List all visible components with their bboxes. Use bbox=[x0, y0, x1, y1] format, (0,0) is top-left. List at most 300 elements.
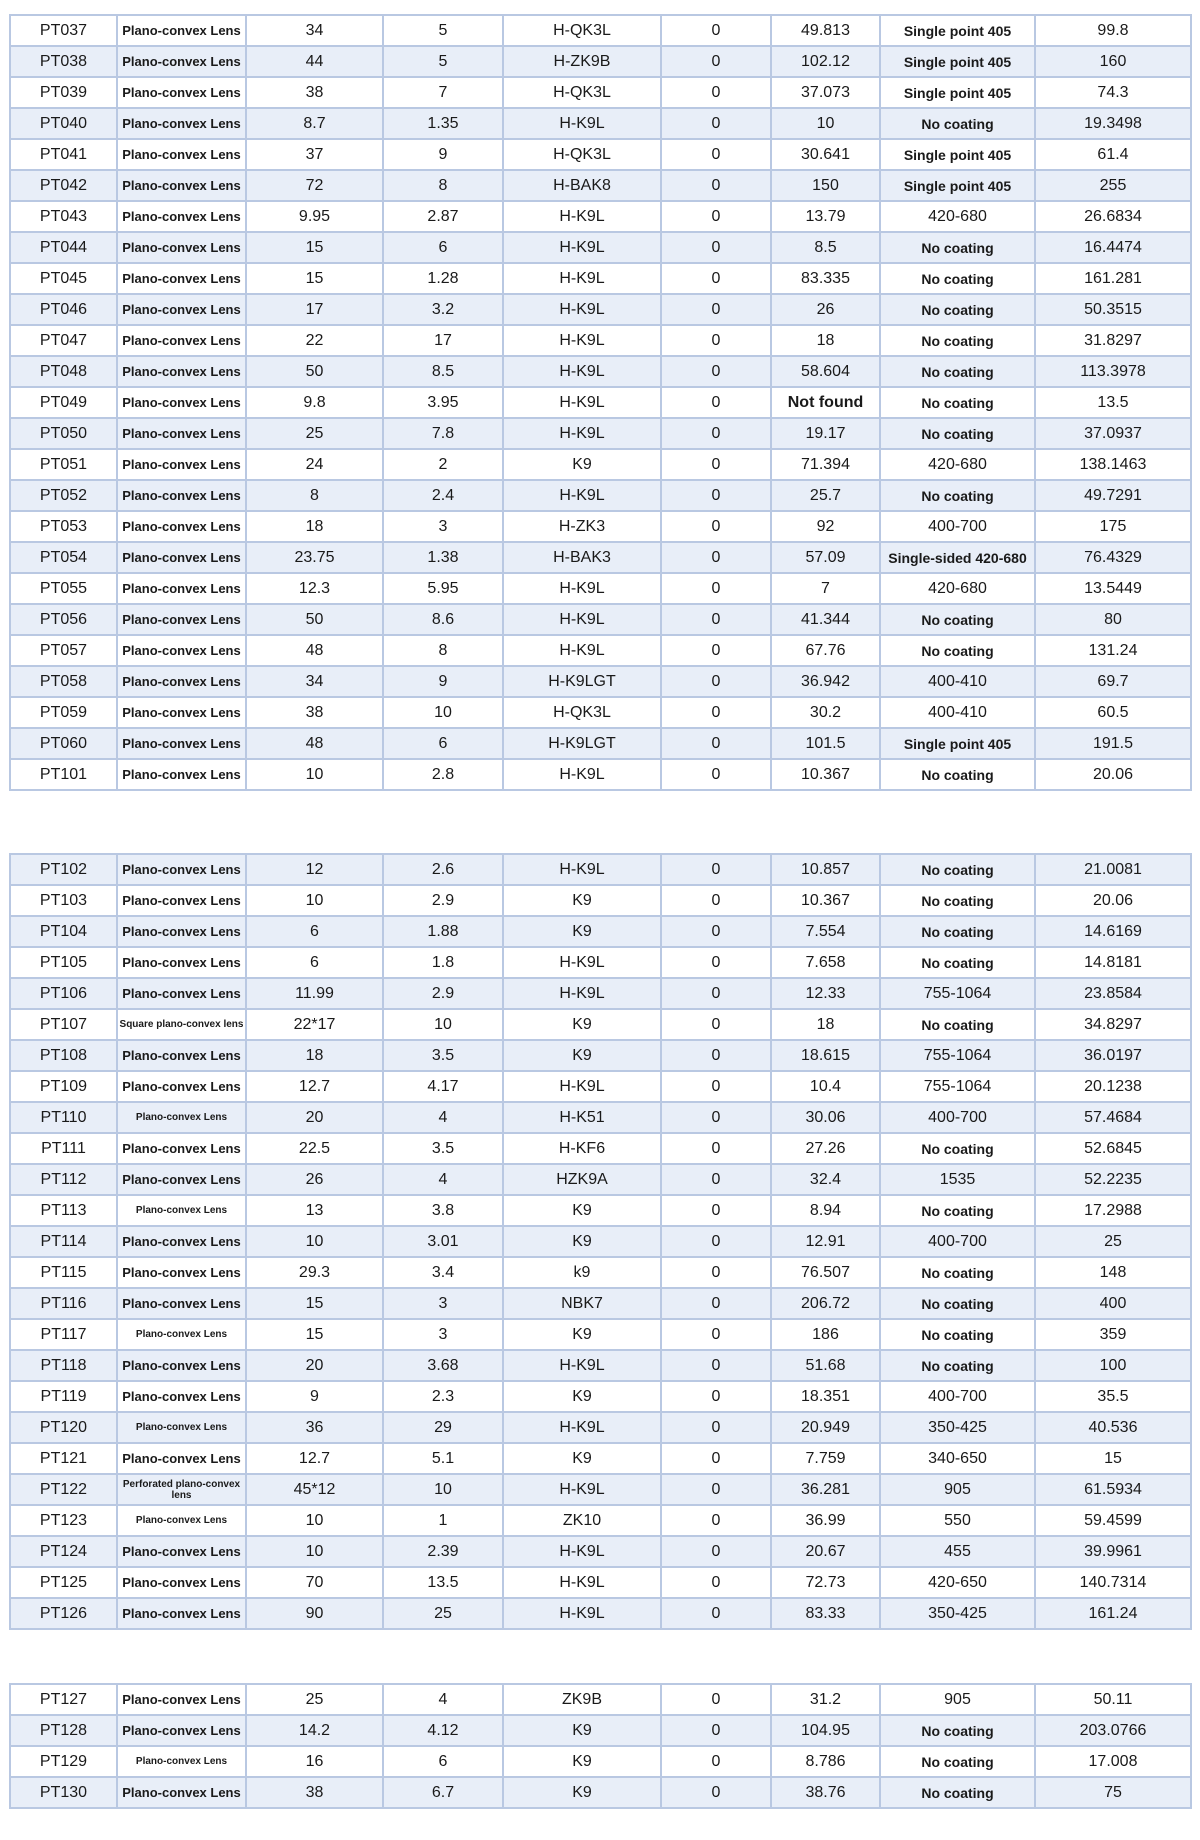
price-cell: 148 bbox=[1035, 1257, 1191, 1288]
coating-cell: No coating bbox=[880, 916, 1035, 947]
focal-length-cell: 31.2 bbox=[771, 1684, 880, 1715]
diameter-cell: 12.7 bbox=[246, 1071, 383, 1102]
part-number-cell: PT108 bbox=[10, 1040, 117, 1071]
thickness-cell: 8.6 bbox=[383, 604, 503, 635]
part-number-cell: PT046 bbox=[10, 294, 117, 325]
value-zero-cell: 0 bbox=[661, 728, 771, 759]
table-row bbox=[10, 263, 1191, 294]
thickness-cell: 3.4 bbox=[383, 1257, 503, 1288]
thickness-cell: 5.1 bbox=[383, 1443, 503, 1474]
thickness-cell: 1 bbox=[383, 1505, 503, 1536]
table-row bbox=[10, 387, 1191, 418]
material-cell: H-QK3L bbox=[503, 139, 661, 170]
focal-length-cell: 186 bbox=[771, 1319, 880, 1350]
price-cell: 14.8181 bbox=[1035, 947, 1191, 978]
table-row bbox=[10, 1746, 1191, 1777]
focal-length-cell: 7.759 bbox=[771, 1443, 880, 1474]
part-number-cell: PT103 bbox=[10, 885, 117, 916]
lens-type-cell: Plano-convex Lens bbox=[117, 1412, 246, 1443]
value-zero-cell: 0 bbox=[661, 1071, 771, 1102]
thickness-cell: 2.6 bbox=[383, 854, 503, 885]
price-cell: 20.1238 bbox=[1035, 1071, 1191, 1102]
coating-cell: No coating bbox=[880, 854, 1035, 885]
value-zero-cell: 0 bbox=[661, 201, 771, 232]
diameter-cell: 8.7 bbox=[246, 108, 383, 139]
thickness-cell: 9 bbox=[383, 666, 503, 697]
thickness-cell: 3.01 bbox=[383, 1226, 503, 1257]
value-zero-cell: 0 bbox=[661, 1715, 771, 1746]
table-row bbox=[10, 666, 1191, 697]
focal-length-cell: 18 bbox=[771, 325, 880, 356]
table-row bbox=[10, 1164, 1191, 1195]
material-cell: H-ZK3 bbox=[503, 511, 661, 542]
lens-type-cell: Plano-convex Lens bbox=[117, 511, 246, 542]
lens-type-cell: Plano-convex Lens bbox=[117, 1684, 246, 1715]
price-cell: 19.3498 bbox=[1035, 108, 1191, 139]
material-cell: H-K9LGT bbox=[503, 666, 661, 697]
price-cell: 34.8297 bbox=[1035, 1009, 1191, 1040]
thickness-cell: 4 bbox=[383, 1164, 503, 1195]
part-number-cell: PT118 bbox=[10, 1350, 117, 1381]
coating-cell: 905 bbox=[880, 1684, 1035, 1715]
part-number-cell: PT043 bbox=[10, 201, 117, 232]
table-row bbox=[10, 1567, 1191, 1598]
focal-length-cell: 30.2 bbox=[771, 697, 880, 728]
part-number-cell: PT049 bbox=[10, 387, 117, 418]
value-zero-cell: 0 bbox=[661, 108, 771, 139]
table-row bbox=[10, 1288, 1191, 1319]
coating-cell: No coating bbox=[880, 1288, 1035, 1319]
thickness-cell: 1.28 bbox=[383, 263, 503, 294]
price-cell: 131.24 bbox=[1035, 635, 1191, 666]
focal-length-cell: 36.942 bbox=[771, 666, 880, 697]
thickness-cell: 3 bbox=[383, 1288, 503, 1319]
diameter-cell: 15 bbox=[246, 263, 383, 294]
thickness-cell: 5 bbox=[383, 15, 503, 46]
part-number-cell: PT104 bbox=[10, 916, 117, 947]
value-zero-cell: 0 bbox=[661, 1443, 771, 1474]
coating-cell: 350-425 bbox=[880, 1598, 1035, 1629]
part-number-cell: PT037 bbox=[10, 15, 117, 46]
price-cell: 191.5 bbox=[1035, 728, 1191, 759]
thickness-cell: 1.38 bbox=[383, 542, 503, 573]
price-cell: 40.536 bbox=[1035, 1412, 1191, 1443]
material-cell: H-K9L bbox=[503, 325, 661, 356]
material-cell: H-K9L bbox=[503, 232, 661, 263]
material-cell: H-K9LGT bbox=[503, 728, 661, 759]
table-row bbox=[10, 1040, 1191, 1071]
lens-type-cell: Plano-convex Lens bbox=[117, 1536, 246, 1567]
part-number-cell: PT040 bbox=[10, 108, 117, 139]
material-cell: H-K9L bbox=[503, 854, 661, 885]
lens-type-cell: Plano-convex Lens bbox=[117, 46, 246, 77]
coating-cell: 420-680 bbox=[880, 573, 1035, 604]
thickness-cell: 3.5 bbox=[383, 1133, 503, 1164]
price-cell: 75 bbox=[1035, 1777, 1191, 1808]
lens-type-cell: Plano-convex Lens bbox=[117, 108, 246, 139]
table-row bbox=[10, 15, 1191, 46]
lens-table-block-3 bbox=[9, 1683, 1192, 1809]
lens-type-cell: Plano-convex Lens bbox=[117, 635, 246, 666]
value-zero-cell: 0 bbox=[661, 1412, 771, 1443]
material-cell: H-K9L bbox=[503, 201, 661, 232]
part-number-cell: PT121 bbox=[10, 1443, 117, 1474]
coating-cell: No coating bbox=[880, 1133, 1035, 1164]
focal-length-cell: 71.394 bbox=[771, 449, 880, 480]
lens-type-cell: Plano-convex Lens bbox=[117, 1777, 246, 1808]
coating-cell: 755-1064 bbox=[880, 978, 1035, 1009]
focal-length-cell: 38.76 bbox=[771, 1777, 880, 1808]
table-row bbox=[10, 1443, 1191, 1474]
table-row bbox=[10, 759, 1191, 790]
focal-length-cell: 26 bbox=[771, 294, 880, 325]
thickness-cell: 25 bbox=[383, 1598, 503, 1629]
table-row bbox=[10, 1536, 1191, 1567]
thickness-cell: 10 bbox=[383, 1474, 503, 1505]
coating-cell: No coating bbox=[880, 1777, 1035, 1808]
lens-type-cell: Plano-convex Lens bbox=[117, 885, 246, 916]
value-zero-cell: 0 bbox=[661, 978, 771, 1009]
value-zero-cell: 0 bbox=[661, 294, 771, 325]
material-cell: H-K9L bbox=[503, 1536, 661, 1567]
lens-type-cell: Plano-convex Lens bbox=[117, 356, 246, 387]
thickness-cell: 8 bbox=[383, 635, 503, 666]
price-cell: 26.6834 bbox=[1035, 201, 1191, 232]
material-cell: K9 bbox=[503, 1040, 661, 1071]
focal-length-cell: 7.658 bbox=[771, 947, 880, 978]
diameter-cell: 9.8 bbox=[246, 387, 383, 418]
coating-cell: Single-sided 420-680 bbox=[880, 542, 1035, 573]
thickness-cell: 3 bbox=[383, 511, 503, 542]
diameter-cell: 9 bbox=[246, 1381, 383, 1412]
material-cell: K9 bbox=[503, 1226, 661, 1257]
part-number-cell: PT054 bbox=[10, 542, 117, 573]
thickness-cell: 17 bbox=[383, 325, 503, 356]
part-number-cell: PT105 bbox=[10, 947, 117, 978]
material-cell: H-K9L bbox=[503, 1412, 661, 1443]
coating-cell: 1535 bbox=[880, 1164, 1035, 1195]
value-zero-cell: 0 bbox=[661, 480, 771, 511]
part-number-cell: PT123 bbox=[10, 1505, 117, 1536]
part-number-cell: PT120 bbox=[10, 1412, 117, 1443]
lens-type-cell: Plano-convex Lens bbox=[117, 1164, 246, 1195]
table-row bbox=[10, 728, 1191, 759]
thickness-cell: 6 bbox=[383, 728, 503, 759]
lens-type-cell: Plano-convex Lens bbox=[117, 1257, 246, 1288]
thickness-cell: 1.88 bbox=[383, 916, 503, 947]
material-cell: H-K9L bbox=[503, 263, 661, 294]
thickness-cell: 6.7 bbox=[383, 1777, 503, 1808]
focal-length-cell: 10.367 bbox=[771, 885, 880, 916]
thickness-cell: 4.17 bbox=[383, 1071, 503, 1102]
part-number-cell: PT039 bbox=[10, 77, 117, 108]
price-cell: 16.4474 bbox=[1035, 232, 1191, 263]
table-row bbox=[10, 978, 1191, 1009]
coating-cell: No coating bbox=[880, 604, 1035, 635]
lens-type-cell: Plano-convex Lens bbox=[117, 1746, 246, 1777]
material-cell: H-K9L bbox=[503, 604, 661, 635]
lens-type-cell: Plano-convex Lens bbox=[117, 978, 246, 1009]
value-zero-cell: 0 bbox=[661, 1567, 771, 1598]
thickness-cell: 6 bbox=[383, 232, 503, 263]
focal-length-cell: 30.641 bbox=[771, 139, 880, 170]
table-row bbox=[10, 139, 1191, 170]
focal-length-cell: 102.12 bbox=[771, 46, 880, 77]
material-cell: H-K9L bbox=[503, 387, 661, 418]
diameter-cell: 45*12 bbox=[246, 1474, 383, 1505]
lens-type-cell: Plano-convex Lens bbox=[117, 1715, 246, 1746]
thickness-cell: 2 bbox=[383, 449, 503, 480]
value-zero-cell: 0 bbox=[661, 387, 771, 418]
lens-type-cell: Plano-convex Lens bbox=[117, 666, 246, 697]
price-cell: 255 bbox=[1035, 170, 1191, 201]
part-number-cell: PT129 bbox=[10, 1746, 117, 1777]
material-cell: H-K9L bbox=[503, 108, 661, 139]
thickness-cell: 3.95 bbox=[383, 387, 503, 418]
table-row bbox=[10, 108, 1191, 139]
table-row bbox=[10, 697, 1191, 728]
price-cell: 39.9961 bbox=[1035, 1536, 1191, 1567]
value-zero-cell: 0 bbox=[661, 1133, 771, 1164]
coating-cell: 400-700 bbox=[880, 511, 1035, 542]
lens-type-cell: Plano-convex Lens bbox=[117, 387, 246, 418]
lens-type-cell: Plano-convex Lens bbox=[117, 573, 246, 604]
value-zero-cell: 0 bbox=[661, 1164, 771, 1195]
value-zero-cell: 0 bbox=[661, 1102, 771, 1133]
focal-length-cell: 206.72 bbox=[771, 1288, 880, 1319]
table-row bbox=[10, 635, 1191, 666]
price-cell: 13.5 bbox=[1035, 387, 1191, 418]
focal-length-cell: 104.95 bbox=[771, 1715, 880, 1746]
focal-length-cell: 10 bbox=[771, 108, 880, 139]
material-cell: HZK9A bbox=[503, 1164, 661, 1195]
table-row bbox=[10, 1133, 1191, 1164]
price-cell: 52.2235 bbox=[1035, 1164, 1191, 1195]
thickness-cell: 2.8 bbox=[383, 759, 503, 790]
material-cell: K9 bbox=[503, 1715, 661, 1746]
focal-length-cell: 10.4 bbox=[771, 1071, 880, 1102]
value-zero-cell: 0 bbox=[661, 1257, 771, 1288]
diameter-cell: 26 bbox=[246, 1164, 383, 1195]
lens-type-cell: Plano-convex Lens bbox=[117, 263, 246, 294]
table-row bbox=[10, 1715, 1191, 1746]
part-number-cell: PT128 bbox=[10, 1715, 117, 1746]
value-zero-cell: 0 bbox=[661, 635, 771, 666]
price-cell: 36.0197 bbox=[1035, 1040, 1191, 1071]
part-number-cell: PT102 bbox=[10, 854, 117, 885]
diameter-cell: 15 bbox=[246, 1288, 383, 1319]
diameter-cell: 34 bbox=[246, 15, 383, 46]
part-number-cell: PT107 bbox=[10, 1009, 117, 1040]
diameter-cell: 50 bbox=[246, 356, 383, 387]
table-row bbox=[10, 77, 1191, 108]
focal-length-cell: 76.507 bbox=[771, 1257, 880, 1288]
diameter-cell: 18 bbox=[246, 1040, 383, 1071]
value-zero-cell: 0 bbox=[661, 1746, 771, 1777]
lens-type-cell: Plano-convex Lens bbox=[117, 1071, 246, 1102]
price-cell: 21.0081 bbox=[1035, 854, 1191, 885]
price-cell: 50.3515 bbox=[1035, 294, 1191, 325]
price-cell: 99.8 bbox=[1035, 15, 1191, 46]
coating-cell: No coating bbox=[880, 294, 1035, 325]
price-cell: 359 bbox=[1035, 1319, 1191, 1350]
thickness-cell: 5.95 bbox=[383, 573, 503, 604]
price-cell: 161.24 bbox=[1035, 1598, 1191, 1629]
table-row bbox=[10, 542, 1191, 573]
material-cell: k9 bbox=[503, 1257, 661, 1288]
value-zero-cell: 0 bbox=[661, 759, 771, 790]
material-cell: H-KF6 bbox=[503, 1133, 661, 1164]
diameter-cell: 38 bbox=[246, 1777, 383, 1808]
focal-length-cell: 27.26 bbox=[771, 1133, 880, 1164]
value-zero-cell: 0 bbox=[661, 1381, 771, 1412]
table-row bbox=[10, 854, 1191, 885]
material-cell: H-K9L bbox=[503, 294, 661, 325]
focal-length-cell: 13.79 bbox=[771, 201, 880, 232]
coating-cell: Single point 405 bbox=[880, 728, 1035, 759]
part-number-cell: PT106 bbox=[10, 978, 117, 1009]
material-cell: H-K9L bbox=[503, 573, 661, 604]
diameter-cell: 23.75 bbox=[246, 542, 383, 573]
coating-cell: No coating bbox=[880, 1195, 1035, 1226]
lens-type-cell: Plano-convex Lens bbox=[117, 542, 246, 573]
value-zero-cell: 0 bbox=[661, 1040, 771, 1071]
table-row bbox=[10, 947, 1191, 978]
lens-type-cell: Plano-convex Lens bbox=[117, 449, 246, 480]
focal-length-cell: 8.5 bbox=[771, 232, 880, 263]
value-zero-cell: 0 bbox=[661, 170, 771, 201]
diameter-cell: 6 bbox=[246, 947, 383, 978]
focal-length-cell: Not found bbox=[771, 387, 880, 418]
value-zero-cell: 0 bbox=[661, 511, 771, 542]
lens-table-block-1 bbox=[9, 14, 1192, 791]
lens-type-cell: Plano-convex Lens bbox=[117, 1102, 246, 1133]
material-cell: H-K9L bbox=[503, 759, 661, 790]
part-number-cell: PT044 bbox=[10, 232, 117, 263]
part-number-cell: PT125 bbox=[10, 1567, 117, 1598]
table-row bbox=[10, 1319, 1191, 1350]
thickness-cell: 6 bbox=[383, 1746, 503, 1777]
value-zero-cell: 0 bbox=[661, 263, 771, 294]
diameter-cell: 12 bbox=[246, 854, 383, 885]
table-row bbox=[10, 46, 1191, 77]
thickness-cell: 8 bbox=[383, 170, 503, 201]
material-cell: K9 bbox=[503, 1195, 661, 1226]
diameter-cell: 17 bbox=[246, 294, 383, 325]
lens-type-cell: Plano-convex Lens bbox=[117, 139, 246, 170]
lens-type-cell: Plano-convex Lens bbox=[117, 294, 246, 325]
diameter-cell: 37 bbox=[246, 139, 383, 170]
lens-type-cell: Plano-convex Lens bbox=[117, 1598, 246, 1629]
table-row bbox=[10, 294, 1191, 325]
lens-type-cell: Plano-convex Lens bbox=[117, 418, 246, 449]
table-row bbox=[10, 418, 1191, 449]
part-number-cell: PT051 bbox=[10, 449, 117, 480]
diameter-cell: 22*17 bbox=[246, 1009, 383, 1040]
material-cell: H-K51 bbox=[503, 1102, 661, 1133]
price-cell: 160 bbox=[1035, 46, 1191, 77]
price-cell: 13.5449 bbox=[1035, 573, 1191, 604]
coating-cell: 455 bbox=[880, 1536, 1035, 1567]
lens-type-cell: Plano-convex Lens bbox=[117, 1350, 246, 1381]
material-cell: K9 bbox=[503, 1009, 661, 1040]
thickness-cell: 2.3 bbox=[383, 1381, 503, 1412]
diameter-cell: 12.3 bbox=[246, 573, 383, 604]
table-row bbox=[10, 1777, 1191, 1808]
diameter-cell: 10 bbox=[246, 1536, 383, 1567]
part-number-cell: PT101 bbox=[10, 759, 117, 790]
price-cell: 20.06 bbox=[1035, 759, 1191, 790]
lens-type-cell: Plano-convex Lens bbox=[117, 1319, 246, 1350]
focal-length-cell: 7 bbox=[771, 573, 880, 604]
price-cell: 25 bbox=[1035, 1226, 1191, 1257]
price-cell: 14.6169 bbox=[1035, 916, 1191, 947]
price-cell: 23.8584 bbox=[1035, 978, 1191, 1009]
focal-length-cell: 72.73 bbox=[771, 1567, 880, 1598]
part-number-cell: PT059 bbox=[10, 697, 117, 728]
coating-cell: 400-410 bbox=[880, 697, 1035, 728]
diameter-cell: 13 bbox=[246, 1195, 383, 1226]
value-zero-cell: 0 bbox=[661, 885, 771, 916]
value-zero-cell: 0 bbox=[661, 697, 771, 728]
diameter-cell: 25 bbox=[246, 418, 383, 449]
table-row bbox=[10, 1684, 1191, 1715]
material-cell: K9 bbox=[503, 1381, 661, 1412]
lens-type-cell: Plano-convex Lens bbox=[117, 759, 246, 790]
focal-length-cell: 41.344 bbox=[771, 604, 880, 635]
table-row bbox=[10, 511, 1191, 542]
part-number-cell: PT041 bbox=[10, 139, 117, 170]
thickness-cell: 3.5 bbox=[383, 1040, 503, 1071]
price-cell: 138.1463 bbox=[1035, 449, 1191, 480]
value-zero-cell: 0 bbox=[661, 1288, 771, 1319]
focal-length-cell: 49.813 bbox=[771, 15, 880, 46]
part-number-cell: PT052 bbox=[10, 480, 117, 511]
thickness-cell: 7.8 bbox=[383, 418, 503, 449]
material-cell: K9 bbox=[503, 1443, 661, 1474]
material-cell: ZK10 bbox=[503, 1505, 661, 1536]
value-zero-cell: 0 bbox=[661, 15, 771, 46]
value-zero-cell: 0 bbox=[661, 232, 771, 263]
thickness-cell: 9 bbox=[383, 139, 503, 170]
diameter-cell: 38 bbox=[246, 77, 383, 108]
material-cell: ZK9B bbox=[503, 1684, 661, 1715]
focal-length-cell: 32.4 bbox=[771, 1164, 880, 1195]
lens-type-cell: Plano-convex Lens bbox=[117, 15, 246, 46]
part-number-cell: PT060 bbox=[10, 728, 117, 759]
value-zero-cell: 0 bbox=[661, 46, 771, 77]
material-cell: H-QK3L bbox=[503, 697, 661, 728]
focal-length-cell: 30.06 bbox=[771, 1102, 880, 1133]
part-number-cell: PT038 bbox=[10, 46, 117, 77]
focal-length-cell: 37.073 bbox=[771, 77, 880, 108]
lens-type-cell: Square plano-convex lens bbox=[117, 1009, 246, 1040]
value-zero-cell: 0 bbox=[661, 325, 771, 356]
price-cell: 100 bbox=[1035, 1350, 1191, 1381]
lens-type-cell: Plano-convex Lens bbox=[117, 170, 246, 201]
part-number-cell: PT113 bbox=[10, 1195, 117, 1226]
part-number-cell: PT109 bbox=[10, 1071, 117, 1102]
material-cell: H-K9L bbox=[503, 978, 661, 1009]
coating-cell: No coating bbox=[880, 480, 1035, 511]
coating-cell: 340-650 bbox=[880, 1443, 1035, 1474]
focal-length-cell: 8.786 bbox=[771, 1746, 880, 1777]
table-row bbox=[10, 1071, 1191, 1102]
material-cell: NBK7 bbox=[503, 1288, 661, 1319]
lens-type-cell: Plano-convex Lens bbox=[117, 1288, 246, 1319]
material-cell: H-K9L bbox=[503, 356, 661, 387]
material-cell: H-QK3L bbox=[503, 15, 661, 46]
